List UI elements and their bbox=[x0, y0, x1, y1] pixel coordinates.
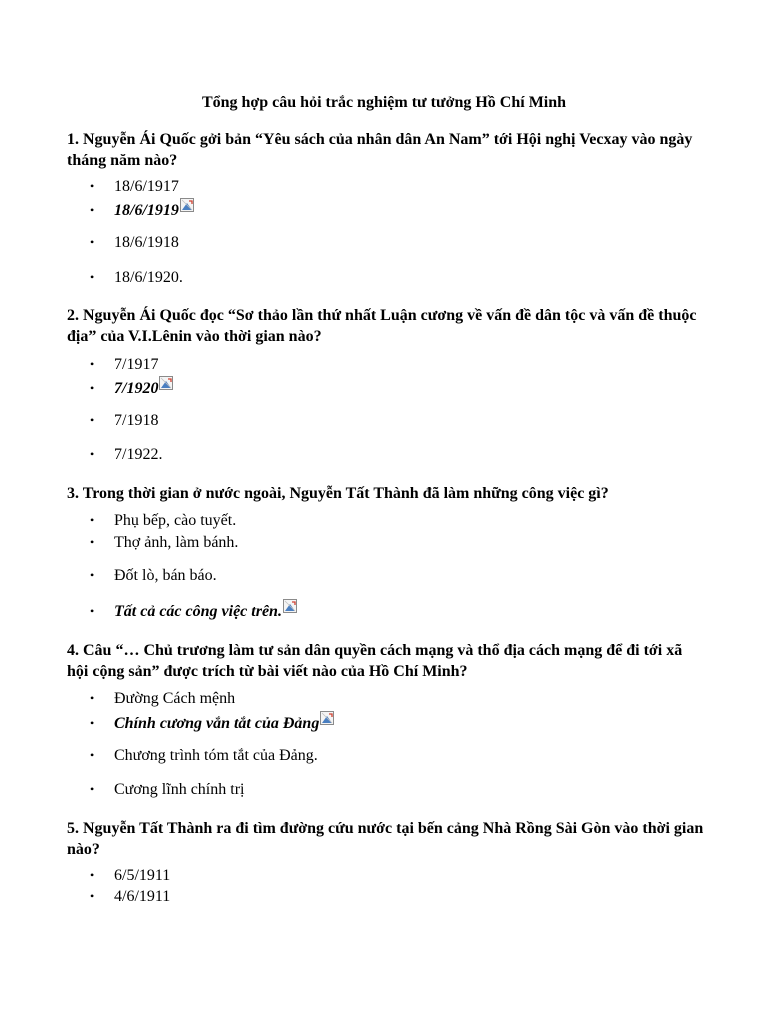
bullet-icon: • bbox=[90, 447, 95, 461]
question-4: 4. Câu “… Chủ trương làm tư sản dân quyền cách mạng và thổ địa cách mạng để đi tới xã hội cộng sản” được trích từ bài viết nào của Hồ Chí Minh? bbox=[67, 642, 683, 680]
bullet-icon: • bbox=[90, 748, 95, 762]
bullet-icon: • bbox=[90, 782, 95, 796]
option-2c: • 7/1918 bbox=[90, 412, 159, 429]
bullet-icon: • bbox=[90, 179, 95, 193]
question-5: 5. Nguyễn Tất Thành ra đi tìm đường cứu nước tại bến cảng Nhà Rồng Sài Gòn vào thời gian nào? bbox=[67, 820, 704, 858]
bullet-icon: • bbox=[90, 513, 95, 527]
option-4b-correct: • Chính cương vắn tắt của Đảng bbox=[90, 711, 334, 734]
option-1d: • 18/6/1920. bbox=[90, 269, 183, 286]
option-4d: • Cương lĩnh chính trị bbox=[90, 781, 245, 798]
bullet-icon: • bbox=[90, 535, 95, 549]
bullet-icon: • bbox=[90, 691, 95, 705]
bullet-icon: • bbox=[90, 868, 95, 882]
bullet-icon: • bbox=[90, 413, 95, 427]
option-5a: • 6/5/1911 bbox=[90, 867, 171, 884]
broken-image-icon bbox=[180, 198, 194, 212]
bullet-icon: • bbox=[90, 203, 95, 217]
option-4a: • Đường Cách mệnh bbox=[90, 690, 236, 707]
option-2a: • 7/1917 bbox=[90, 356, 159, 373]
bullet-icon: • bbox=[90, 235, 95, 249]
question-3: 3. Trong thời gian ở nước ngoài, Nguyễn Tất Thành đã làm những công việc gì? bbox=[67, 485, 609, 502]
option-1b-correct: • 18/6/1919 bbox=[90, 198, 194, 221]
option-2d: • 7/1922. bbox=[90, 446, 163, 463]
broken-image-icon bbox=[320, 711, 334, 725]
bullet-icon: • bbox=[90, 889, 95, 903]
broken-image-icon bbox=[283, 599, 297, 613]
option-1c: • 18/6/1918 bbox=[90, 234, 179, 251]
bullet-icon: • bbox=[90, 381, 95, 395]
bullet-icon: • bbox=[90, 716, 95, 730]
option-3a: • Phụ bếp, cào tuyết. bbox=[90, 512, 237, 529]
question-2: 2. Nguyễn Ái Quốc đọc “Sơ thảo lần thứ nhất Luận cương về vấn đề dân tộc và vấn đề thuộc địa” của V.I.Lênin vào thời gian nào? bbox=[67, 307, 697, 345]
bullet-icon: • bbox=[90, 270, 95, 284]
option-3c: • Đốt lò, bán báo. bbox=[90, 567, 217, 584]
option-5b: • 4/6/1911 bbox=[90, 888, 171, 905]
bullet-icon: • bbox=[90, 357, 95, 371]
document-title: Tổng hợp câu hỏi trắc nghiệm tư tưởng Hồ Chí Minh bbox=[201, 94, 567, 111]
bullet-icon: • bbox=[90, 604, 95, 618]
option-1a: • 18/6/1917 bbox=[90, 178, 179, 195]
option-2b-correct: • 7/1920 bbox=[90, 376, 173, 399]
option-3d-correct: • Tất cả các công việc trên. bbox=[90, 599, 297, 622]
option-3b: • Thợ ảnh, làm bánh. bbox=[90, 534, 239, 551]
bullet-icon: • bbox=[90, 568, 95, 582]
question-1: 1. Nguyễn Ái Quốc gởi bản “Yêu sách của nhân dân An Nam” tới Hội nghị Vecxay vào ngày tháng năm nào? bbox=[67, 131, 693, 169]
option-4c: • Chương trình tóm tắt của Đảng. bbox=[90, 747, 318, 764]
broken-image-icon bbox=[159, 376, 173, 390]
